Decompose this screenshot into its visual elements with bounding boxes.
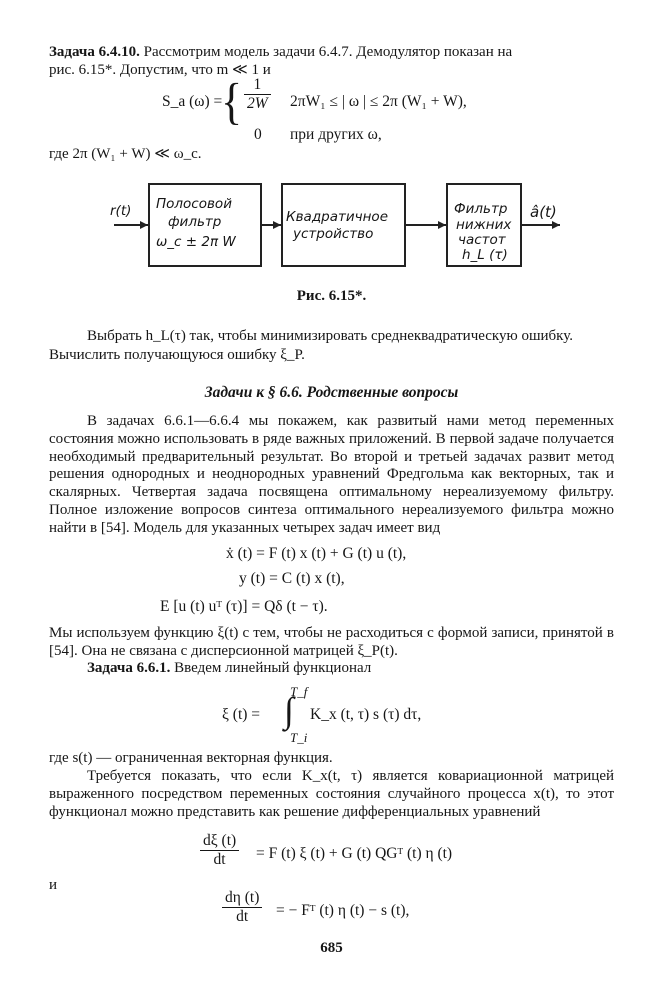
formula-sa-lhs: S_a (ω) = bbox=[162, 93, 223, 110]
de1-lhs bbox=[200, 832, 239, 869]
usage-paragraph: Мы используем функцию ξ(t) с тем, чтобы не расходиться с формой записи, принятой в [54]. Она не связана с дисперсионной матрицей ξ_P(t). bbox=[49, 625, 614, 659]
de2-num: dη (t) bbox=[222, 889, 262, 908]
intro-paragraph: В задачах 6.6.1—6.6.4 мы покажем, как развитый нами метод переменных состояния можно использовать в ряде важных приложений. В первой задаче получается необходимый предварительный результат. Во второй и третьей задачах развит метод решения однородных и неоднородных уравнений Фредгольма как векторных, так и скалярных. Четвертая задача посвящена оптимальному нереализуемому фильтру. Полное изложение вопросов синтеза оптимального нереализуемого фильтра можно найти в [54]. Модель для указанных четырех задач имеет вид bbox=[49, 413, 614, 536]
task-6-4-10-line2: рис. 6.15*. Допустим, что m ≪ 1 и bbox=[49, 62, 271, 78]
formula-sa-case1: 2πW₁ ≤ | ω | ≤ 2π (W₁ + W), bbox=[290, 93, 467, 110]
de1-den: dt bbox=[213, 851, 226, 868]
task-label: Задача 6.4.10. bbox=[49, 44, 140, 60]
de2-rhs: = − Fᵀ (t) η (t) − s (t), bbox=[276, 902, 410, 919]
block1-line1: Полосовой bbox=[156, 196, 232, 212]
block1-line2: фильтр bbox=[168, 214, 222, 230]
integral-sign: ∫ bbox=[284, 690, 294, 730]
model-eq-2: y (t) = C (t) x (t), bbox=[239, 570, 345, 587]
task-6-6-1-text: Введем линейный функционал bbox=[170, 660, 372, 676]
after-fig-line2: Вычислить получающуюся ошибку ξ_P. bbox=[49, 347, 305, 363]
page-number: 685 bbox=[320, 940, 343, 956]
formula-sa-case2: при других ω, bbox=[290, 126, 382, 143]
input-label: r(t) bbox=[110, 203, 132, 219]
de1-num: dξ (t) bbox=[200, 832, 239, 851]
integral-upper-limit: T_f bbox=[290, 684, 308, 699]
model-eq-3: E [u (t) uᵀ (τ)] = Qδ (t − τ). bbox=[160, 598, 328, 615]
task-text: Рассмотрим модель задачи 6.4.7. Демодулятор показан на bbox=[139, 44, 513, 60]
condition-tail: где 2π (W₁ + W) ≪ ω_c. bbox=[49, 146, 202, 162]
squarer-block bbox=[281, 183, 406, 267]
block3-line2: нижних bbox=[456, 217, 512, 233]
after-fig-line1: Выбрать h_L(τ) так, чтобы минимизировать среднеквадратическую ошибку. bbox=[87, 328, 573, 344]
de2-den: dt bbox=[236, 908, 249, 925]
output-label: â(t) bbox=[530, 203, 557, 221]
require-paragraph: Требуется показать, что если K_x(t, τ) является ковариационной матрицей выраженного посредством переменных состояния случайного процесса x(t), то этот функционал можно представить как решение дифференциальных уравнений bbox=[49, 768, 614, 820]
functional-integrand: K_x (t, τ) s (τ) dτ, bbox=[310, 706, 422, 723]
block1-line3: ω_c ± 2π W bbox=[156, 234, 236, 250]
block3-line1: Фильтр bbox=[454, 201, 508, 217]
block3-line4: h_L (τ) bbox=[462, 247, 508, 263]
task-6-6-1 bbox=[49, 660, 614, 678]
block2-line2: устройство bbox=[293, 226, 374, 242]
de2-lhs bbox=[222, 889, 262, 926]
section-title: Задачи к § 6.6. Родственные вопросы bbox=[204, 384, 459, 401]
de1-rhs: = F (t) ξ (t) + G (t) QGᵀ (t) η (t) bbox=[256, 845, 453, 862]
functional-lhs: ξ (t) = bbox=[222, 706, 261, 723]
brace-symbol: { bbox=[221, 73, 243, 130]
model-eq-1: ẋ (t) = F (t) x (t) + G (t) u (t), bbox=[226, 545, 407, 562]
task-6-6-1-label: Задача 6.6.1. bbox=[87, 660, 171, 676]
figure-caption: Рис. 6.15*. bbox=[296, 288, 367, 304]
where-s-line: где s(t) — ограниченная векторная функция. bbox=[49, 750, 333, 766]
block2-line1: Квадратичное bbox=[286, 209, 388, 225]
block3-line3: частот bbox=[458, 232, 506, 248]
integral-lower-limit: T_i bbox=[290, 730, 308, 745]
and-word: и bbox=[49, 877, 58, 893]
frac-den: 2W bbox=[247, 95, 268, 112]
frac-num: 1 bbox=[244, 76, 271, 95]
formula-sa-case2-val: 0 bbox=[254, 126, 262, 143]
